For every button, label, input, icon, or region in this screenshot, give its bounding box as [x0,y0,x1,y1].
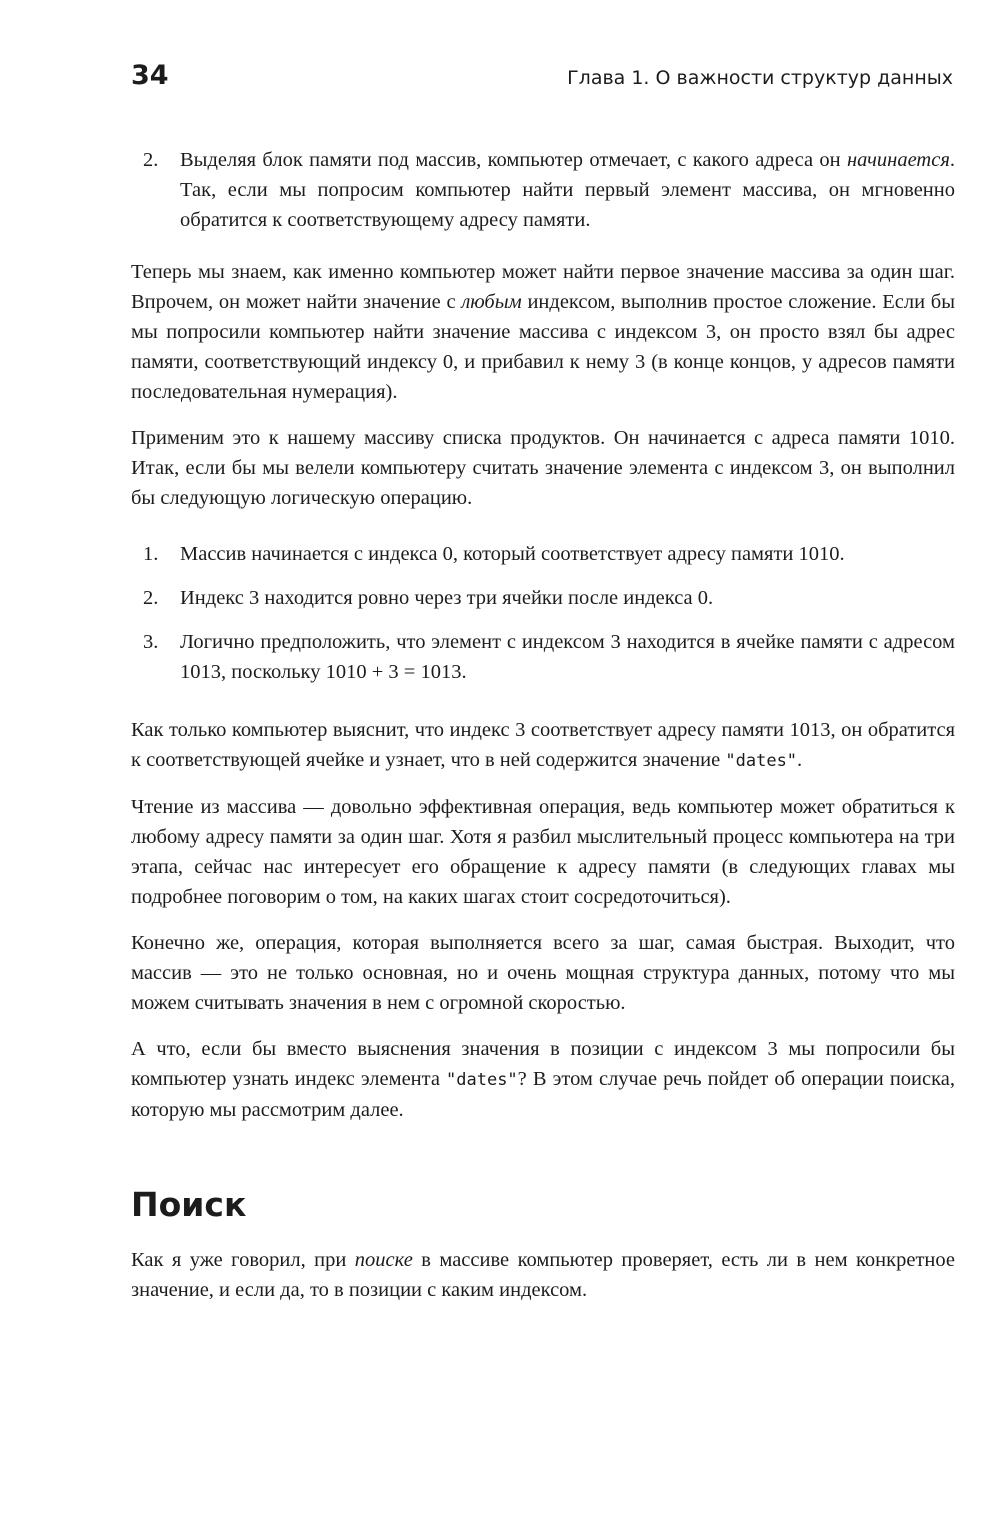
list-item-text: Массив начинается с индекса 0, который соответствует адресу памяти 1010. [180,543,845,565]
text-run: индексом, выполнив простое сложение. Если бы мы попросили компьютер найти значение массива с индексом 3, он просто взял бы адрес памяти, соответствующий индексу 0, и прибавил к нему 3 (в конце концов, у адресов памяти последовательная нумерация). [131,291,955,403]
paragraph [131,257,955,407]
text-run: ? В этом случае речь пойдет об операции поиска, которую мы рассмотрим далее. [131,1068,955,1121]
page-body [131,145,955,1321]
text-run: Как только компьютер выяснит, что индекс 3 соответствует адресу памяти 1013, он обратится к соответствующей ячейке и узнает, что в ней содержится значение [131,719,955,771]
running-head: Глава 1. О важности структур данных [567,67,953,89]
list-item-text [180,149,955,231]
paragraph [131,1034,955,1125]
text-run: . Так, если мы попросим компьютер найти первый элемент массива, он мгновенно обратится к соответствующему адресу памяти. [180,149,955,231]
list-item [131,627,955,687]
list-item-number: 3. [143,631,159,653]
paragraph [131,715,955,776]
text-run: Теперь мы знаем, как именно компьютер может найти первое значение массива за один шаг. Впрочем, он может найти значение с [131,261,955,313]
page-number: 34 [131,60,169,91]
list-item-text: Логично предположить, что элемент с индексом 3 находится в ячейке памяти с адресом 1013, поскольку 1010 + 3 = 1013. [180,631,955,683]
list-item-number: 2. [143,149,159,171]
list-item-number: 2. [143,587,159,609]
list-item [131,583,955,613]
emphasis: любым [461,291,522,313]
paragraph [131,1245,955,1305]
text-run: А что, если бы вместо выяснения значения в позиции с индексом 3 мы попросили бы компьютер узнать индекс элемента [131,1038,955,1090]
numbered-list [131,539,955,687]
emphasis: начинается [847,149,950,171]
paragraph: Конечно же, операция, которая выполняется всего за шаг, самая быстрая. Выходит, что массив — это не только основная, но и очень мощная структура данных, потому что мы можем считывать значения в нем с огромной скоростью. [131,932,955,1014]
text-run: Выделяя блок памяти под массив, компьютер отмечает, с какого адреса он [180,149,847,171]
text-run: . [797,749,803,771]
paragraph: Применим это к нашему массиву списка продуктов. Он начинается с адреса памяти 1010. Итак, если бы мы велели компьютеру считать значение элемента с индексом 3, он выполнил бы следующую логическую операцию. [131,427,955,509]
list-item [131,539,955,569]
list-item-number: 1. [143,543,159,565]
text-run: в массиве компьютер проверяет, есть ли в нем конкретное значение, и если да, то в позиции с каким индексом. [131,1249,955,1301]
numbered-list-continued [131,145,955,235]
inline-code: "dates" [446,1070,518,1090]
section-heading: Поиск [131,1185,247,1224]
inline-code: "dates" [725,751,798,771]
page-header [131,58,953,98]
paragraph: Чтение из массива — довольно эффективная операция, ведь компьютер может обратиться к любому адресу памяти за один шаг. Хотя я разбил мыслительный процесс компьютера на три этапа, сейчас нас интересует его обращение к адресу памяти (в следующих главах мы подробнее поговорим о том, на каких шагах стоит сосредоточиться). [131,796,955,908]
list-item-text: Индекс 3 находится ровно через три ячейки после индекса 0. [180,587,714,609]
text-run: Как я уже говорил, при [131,1249,355,1271]
list-item [131,145,955,235]
emphasis: поиске [354,1249,413,1271]
